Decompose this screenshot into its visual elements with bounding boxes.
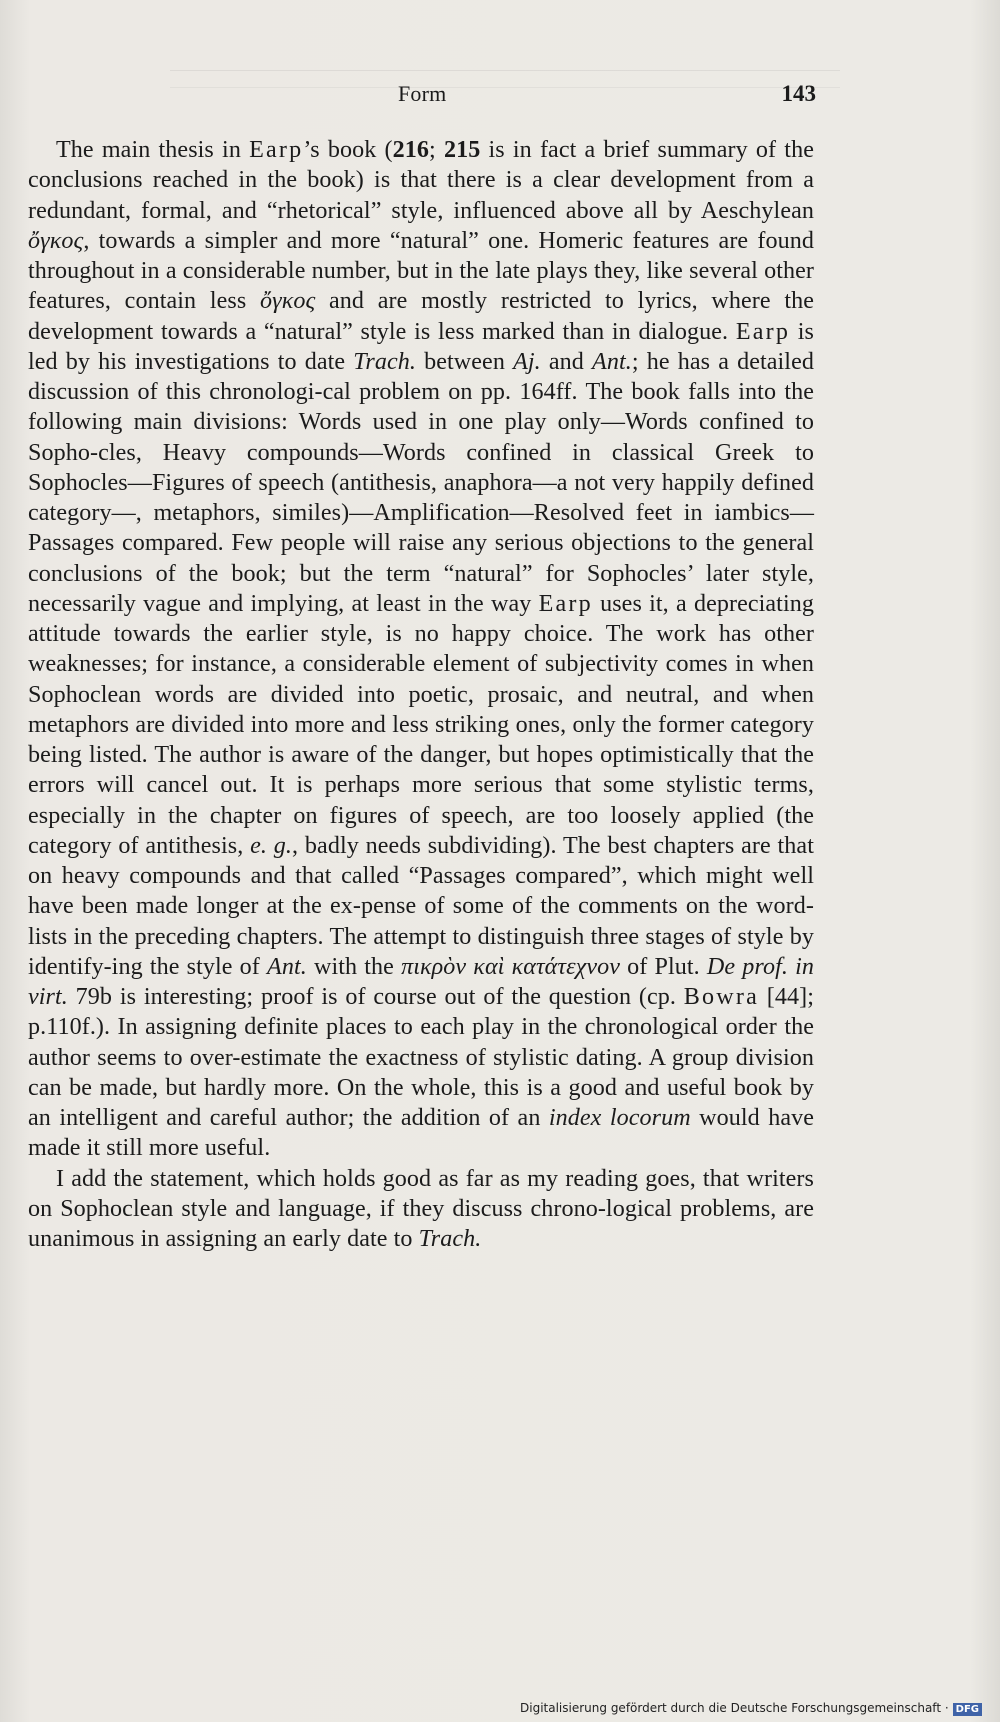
text-run: [44]; p.110f.). In assigning definite places to each play in the chronological order the author seems to over-estimate the exactness of stylistic dating. A group division can be made, but hardly more. On the whole, this is a good and useful book by an intelligent and careful author; the addition of an: [28, 984, 814, 1131]
funding-note: Digitalisierung gefördert durch die Deutsche Forschungsgemeinschaft ·: [520, 1701, 949, 1715]
text-run: would have made it still more useful.: [28, 1105, 814, 1162]
latin-term: index locorum: [548, 1105, 691, 1131]
paragraph-2: [28, 1164, 814, 1255]
text-run: is led by his investigations to date: [28, 318, 814, 375]
running-title: Form: [398, 81, 447, 106]
bibliography-ref: 216: [392, 137, 429, 163]
text-run: ; he has a detailed discussion of this chronologi-cal problem on pp. 164ff. The book falls into the following main divisions: Words used in one play only—Words confined to Sopho-cles, Heavy compounds—Words confined in classical Greek to Sophocles—Figures of speech (antithesis, anaphora—a not very happily defined category—, metaphors, similes)—Amplification—Resolved feet in iambics—Passages compared. Few people will raise any serious objections to the general conclusions of the book; but the term “natural” for Sophocles’ later style, necessarily vague and implying, at least in the way: [28, 348, 814, 617]
greek-phrase: πικρὸν καὶ κατάτεχνον: [401, 953, 621, 980]
text-run: The main thesis in: [56, 137, 250, 163]
digitization-footer: [520, 1701, 982, 1716]
text-run: is in fact a brief summary of the conclusions reached in the book) is that there is a clear development from a redundant, formal, and “rhetorical” style, influenced above all by Aeschylean: [28, 137, 814, 224]
page-header: [0, 80, 1000, 108]
dfg-logo-icon: DFG: [953, 1703, 982, 1716]
play-abbreviation: Ant.: [267, 953, 307, 980]
text-run: 79b is interesting; proof is of course out of the question (cp.: [67, 984, 684, 1010]
main-text: [28, 135, 814, 1254]
text-run: and are mostly restricted to lyrics, where the development towards a “natural” style is less marked than in dialogue.: [28, 288, 814, 345]
text-run: ;: [428, 137, 444, 163]
example-abbreviation: e. g.: [250, 832, 293, 859]
author-name-spaced: Bowra: [683, 984, 759, 1010]
author-name-spaced: Earp: [249, 137, 304, 163]
greek-term: ὄγκος: [28, 227, 84, 254]
work-title: De prof. in virt.: [28, 953, 814, 1010]
greek-term: ὄγκος: [260, 288, 316, 315]
text-run: of Plut.: [620, 953, 707, 980]
text-run: ’s book (: [303, 137, 393, 163]
text-run: , towards a simpler and more “natural” one. Homeric features are found throughout in a considerable number, but in the late plays they, like several other features, contain less: [28, 227, 814, 315]
author-name-spaced: Earp: [538, 590, 593, 617]
paragraph-1: [28, 135, 814, 1164]
play-abbreviation: Aj.: [513, 348, 541, 375]
text-run: and: [540, 348, 593, 375]
bibliography-ref: 215: [443, 137, 481, 163]
text-run: between: [416, 348, 514, 375]
play-abbreviation: Trach.: [353, 348, 417, 375]
text-run: I add the statement, which holds good as far as my reading goes, that writers on Sophoclean style and language, if they discuss chrono-logical problems, are unanimous in assigning an early date to: [28, 1165, 814, 1252]
text-run: uses it, a depreciating attitude towards the earlier style, is no happy choice. The work has other weaknesses; for instance, a considerable element of subjectivity comes in when Sophoclean words are divided into poetic, prosaic, and neutral, and when metaphors are divided into more and less striking ones, only the former category being listed. The author is aware of the danger, but hopes optimistically that the errors will cancel out. It is perhaps more serious that some stylistic terms, especially in the chapter on figures of speech, are too loosely applied (the category of antithesis,: [28, 590, 814, 859]
page-number: 143: [781, 81, 816, 106]
author-name-spaced: Earp: [735, 318, 791, 345]
play-abbreviation: Ant.: [592, 348, 632, 375]
text-run: , badly needs subdividing). The best chapters are that on heavy compounds and that called “Passages compared”, which might well have been made longer at the ex-pense of some of the comments on the word-lists in the preceding chapters. The attempt to distinguish three stages of style by identify-ing the style of: [28, 832, 814, 980]
text-run: with the: [306, 953, 402, 980]
play-abbreviation: Trach.: [418, 1226, 482, 1252]
